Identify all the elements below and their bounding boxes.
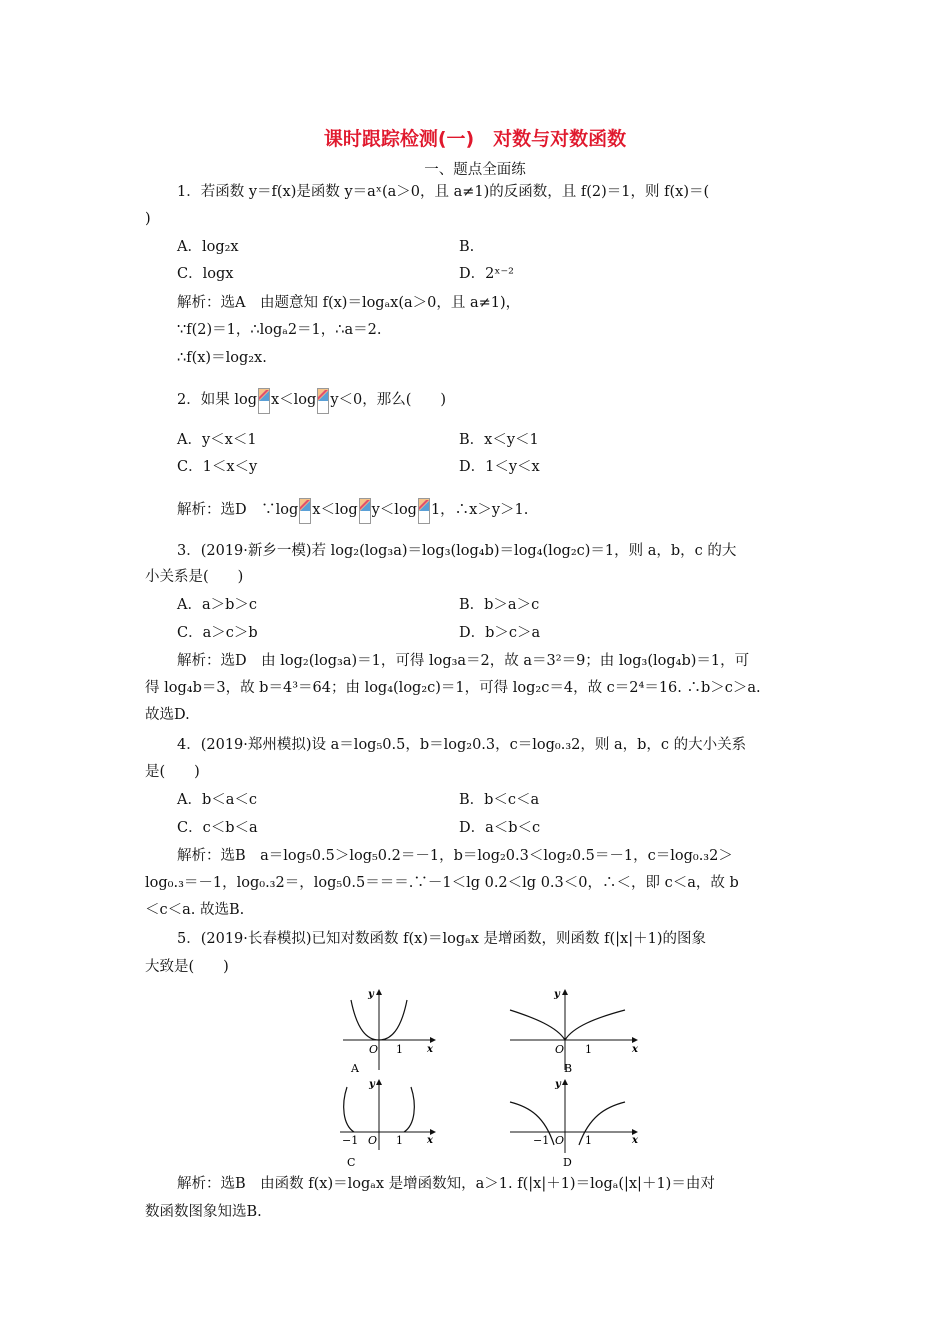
tick-label-neg: −1 [342,1134,359,1147]
tick-label: 1 [396,1043,403,1056]
tick-label: 1 [585,1043,592,1056]
q1-option-a: A．log₂x [177,239,239,255]
curve-right [404,1087,414,1132]
tick-label: 1 [396,1134,403,1147]
origin-label: O [368,1134,378,1147]
q2-solution-part2: x＜log [312,502,358,518]
y-axis-label: y [554,989,560,1000]
q2-option-c: C．1＜x＜y [177,459,258,475]
q5-stem-2: 大致是( ) [145,959,229,975]
q2-solution-part4: 1，∴x＞y＞1. [430,502,529,518]
q3-stem-1: 3．(2019·新乡一模)若 log₂(log₃a)＝log₃(log₄b)＝log₄(log₂c)＝1，则 a，b，c 的大 [177,543,737,559]
origin-label: O [555,1134,565,1147]
q2-solution-part3: y＜log [371,502,417,518]
q1-solution-3: ∴f(x)＝log₂x. [177,350,267,366]
curve [510,1010,625,1040]
q1-option-b: B. [459,239,475,255]
q3-solution-1: 解析：选D 由 log₂(log₃a)＝1，可得 log₃a＝2，故 a＝3²＝9；由 log₃(log₄b)＝1，可 [177,653,750,669]
q3-stem-2: 小关系是( ) [145,569,244,585]
graph-label: A [351,1062,359,1075]
graph-label: B [564,1062,573,1075]
graph-d [505,1075,645,1170]
origin-label: O [369,1043,379,1056]
tick-label: 1 [585,1134,592,1147]
q4-option-b: B．b＜c＜a [459,792,540,808]
q3-solution-2: 得 log₄b＝3，故 b＝4³＝64；由 log₄(log₂c)＝1，可得 log₂c＝4，故 c＝2⁴＝16. ∴b＞c＞a. [145,680,761,696]
x-axis-label: x [427,1135,433,1146]
graph-label: D [563,1156,572,1169]
tick-label-neg: −1 [533,1134,550,1147]
x-axis-label: x [632,1044,638,1055]
q1-stem: 1．若函数 y＝f(x)是函数 y＝aˣ(a＞0，且 a≠1)的反函数，且 f(2)＝1，则 f(x)＝( [177,184,710,200]
broken-image-icon [359,498,371,524]
q5-stem-1: 5．(2019·长春模拟)已知对数函数 f(x)＝logₐx 是增函数，则函数 f(|x|＋1)的图象 [177,931,707,947]
q3-option-c: C．a＞c＞b [177,625,258,641]
q2-solution [177,498,842,524]
q2-stem-part2: x＜log [270,392,317,408]
origin-label: O [555,1043,565,1056]
section-heading: 一、题点全面练 [424,162,526,178]
q1-solution-1: 解析：选A 由题意知 f(x)＝logₐx(a＞0，且 a≠1)， [177,295,521,311]
q2-option-a: A．y＜x＜1 [177,432,257,448]
q1-option-c: C．logx [177,266,234,282]
y-axis-label: y [555,1079,561,1090]
broken-image-icon [418,498,430,524]
q3-option-a: A．a＞b＞c [177,597,258,613]
x-axis-label: x [632,1135,638,1146]
broken-image-icon [299,498,311,524]
q2-solution-part1: 解析：选D ∵log [177,502,299,518]
q1-solution-2: ∵f(2)＝1，∴logₐ2＝1，∴a＝2. [177,322,382,338]
q3-option-b: B．b＞a＞c [459,597,540,613]
q4-solution-2: log₀.₃＝－1，log₀.₃2＝，log₅0.5＝＝＝.∵－1＜lg 0.2＜lg 0.3＜0，∴＜，即 c＜a，故 b [145,875,739,891]
q2-option-d: D．1＜y＜x [459,459,540,475]
broken-image-icon [258,388,270,414]
x-axis-label: x [427,1044,433,1055]
page-title: 课时跟踪检测(一) 对数与对数函数 [323,128,627,150]
curve-left [344,1087,354,1132]
graph-c [335,1075,445,1170]
graph-label: C [347,1156,356,1169]
q3-option-d: D．b＞c＞a [459,625,541,641]
q4-solution-1: 解析：选B a＝log₅0.5＞log₅0.2＝－1，b＝log₂0.3＜log₂0.5＝－1，c＝log₀.₃2＞ [177,848,733,864]
q2-option-b: B．x＜y＜1 [459,432,539,448]
q4-option-c: C．c＜b＜a [177,820,258,836]
y-axis-label: y [368,989,374,1000]
q4-stem-1: 4．(2019·郑州模拟)设 a＝log₅0.5，b＝log₂0.3，c＝log₀.₃2，则 a，b，c 的大小关系 [177,737,747,753]
q4-option-a: A．b＜a＜c [177,792,258,808]
q2-stem [177,388,842,414]
q5-solution-2: 数函数图象知选B. [145,1204,262,1220]
broken-image-icon [317,388,329,414]
q2-stem-part1: 2．如果 log [177,392,257,408]
graph-b [505,985,645,1075]
q1-option-d: D．2ˣ⁻² [459,266,514,282]
q4-solution-3: ＜c＜a. 故选B. [145,902,245,918]
q4-option-d: D．a＜b＜c [459,820,541,836]
q1-stem-cont: ) [145,211,151,227]
q3-solution-3: 故选D. [145,707,190,723]
graph-a [335,985,445,1075]
q2-stem-part3: y＜0，那么( ) [330,392,447,408]
y-axis-label: y [369,1079,375,1090]
q4-stem-2: 是( ) [145,764,200,780]
q5-solution-1: 解析：选B 由函数 f(x)＝logₐx 是增函数知，a＞1. f(|x|＋1)＝logₐ(|x|＋1)＝由对 [177,1176,715,1192]
